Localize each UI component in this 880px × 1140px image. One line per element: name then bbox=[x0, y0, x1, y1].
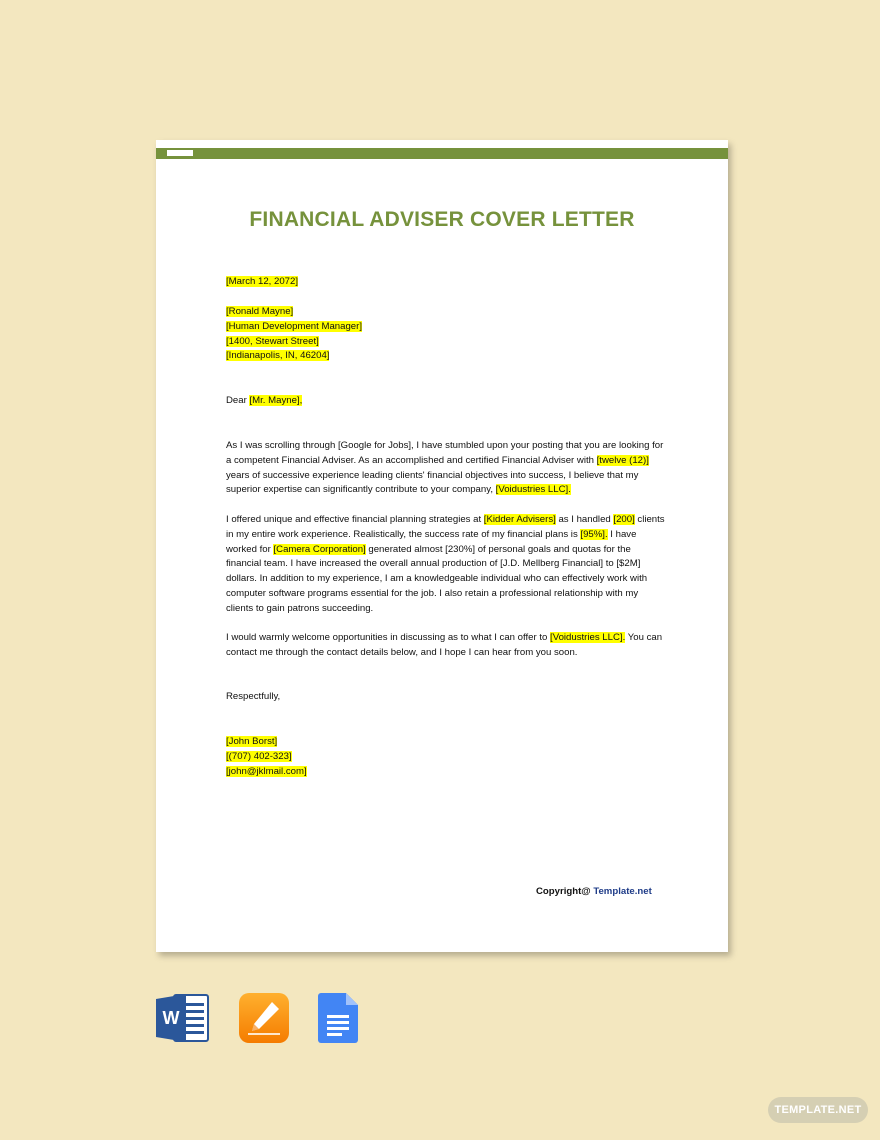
recipient-block bbox=[226, 305, 666, 364]
paragraph-2-text-5: generated almost [230%] of personal goals and quotas for the financial team. I have increased the overall annual production of [J.D. Mellberg Financial] to [$2M] dollars. In addition to my experience, I am a knowledgeable individual who can effectively work with computer software programs essential for the job. I also retain a professional relationship with my clients to gain patrons succeeding. bbox=[226, 543, 648, 614]
paragraph-2 bbox=[226, 513, 666, 617]
paragraph-3-text-1: I would warmly welcome opportunities in discussing as to what I can offer to bbox=[226, 632, 551, 643]
paragraph-2-text-3: clients in my entire work experience. Realistically, the success rate of my financial plans is bbox=[226, 514, 665, 540]
copyright-link[interactable]: Template.net bbox=[593, 886, 652, 897]
previous-employer: [Kidder Advisers] bbox=[483, 514, 556, 525]
closing: Respectfully, bbox=[226, 691, 281, 702]
sender-email: [john@jklmail.com] bbox=[226, 765, 307, 777]
copyright-label: Copyright@ bbox=[536, 886, 594, 897]
copyright bbox=[536, 886, 652, 897]
paragraph-1-text-1: As I was scrolling through [Google for Jobs], I have stumbled upon your posting that you are looking for a competent Financial Adviser. As an accomplished and certified Financial Adviser with bbox=[226, 440, 664, 466]
document-page bbox=[156, 140, 728, 952]
paragraph-2-text-1: I offered unique and effective financial planning strategies at bbox=[226, 514, 484, 525]
header-bar bbox=[156, 148, 728, 159]
salutation bbox=[226, 394, 666, 409]
paragraph-2-text-2: as I handled bbox=[555, 514, 614, 525]
word-icon[interactable] bbox=[156, 993, 210, 1048]
svg-text:W: W bbox=[162, 1008, 180, 1028]
sender-phone: [(707) 402-323] bbox=[226, 750, 292, 762]
sender-block bbox=[226, 735, 666, 779]
recipient-name: [Ronald Mayne] bbox=[226, 306, 294, 317]
paragraph-3 bbox=[226, 631, 666, 661]
date: [March 12, 2072] bbox=[226, 276, 298, 287]
salutation-name: [Mr. Mayne], bbox=[249, 395, 303, 406]
document-title: FINANCIAL ADVISER COVER LETTER bbox=[249, 208, 635, 231]
sender-name: [John Borst] bbox=[226, 736, 278, 747]
date-block bbox=[226, 275, 666, 290]
paragraph-3-text-2: You can contact me through the contact details below, and I hope I can hear from you soon. bbox=[226, 632, 663, 658]
salutation-prefix: Dear bbox=[226, 395, 250, 406]
paragraph-1 bbox=[226, 439, 666, 498]
recipient-street: [1400, Stewart Street] bbox=[226, 335, 319, 347]
paragraph-1-text-2: years of successive experience leading clients' financial objectives into success, I believe that my superior expertise can significantly contribute to your company, bbox=[226, 469, 639, 496]
company-name: [Voidustries LLC]. bbox=[495, 484, 571, 496]
employer-name: [Camera Corporation] bbox=[273, 543, 366, 555]
pages-icon[interactable] bbox=[239, 993, 289, 1048]
recipient-position: [Human Development Manager] bbox=[226, 320, 362, 332]
success-rate: [95%]. bbox=[580, 528, 608, 540]
paragraph-2-text-4: I have worked for bbox=[226, 528, 637, 555]
google-docs-icon[interactable] bbox=[318, 993, 358, 1048]
clients-count: [200] bbox=[613, 514, 635, 525]
recipient-city: [Indianapolis, IN, 46204] bbox=[226, 350, 330, 362]
template-net-watermark: TEMPLATE.NET bbox=[768, 1097, 868, 1123]
years-experience: [twelve (12)] bbox=[596, 454, 649, 466]
header-bar-notch bbox=[167, 150, 193, 156]
company-name-2: [Voidustries LLC]. bbox=[550, 632, 626, 643]
